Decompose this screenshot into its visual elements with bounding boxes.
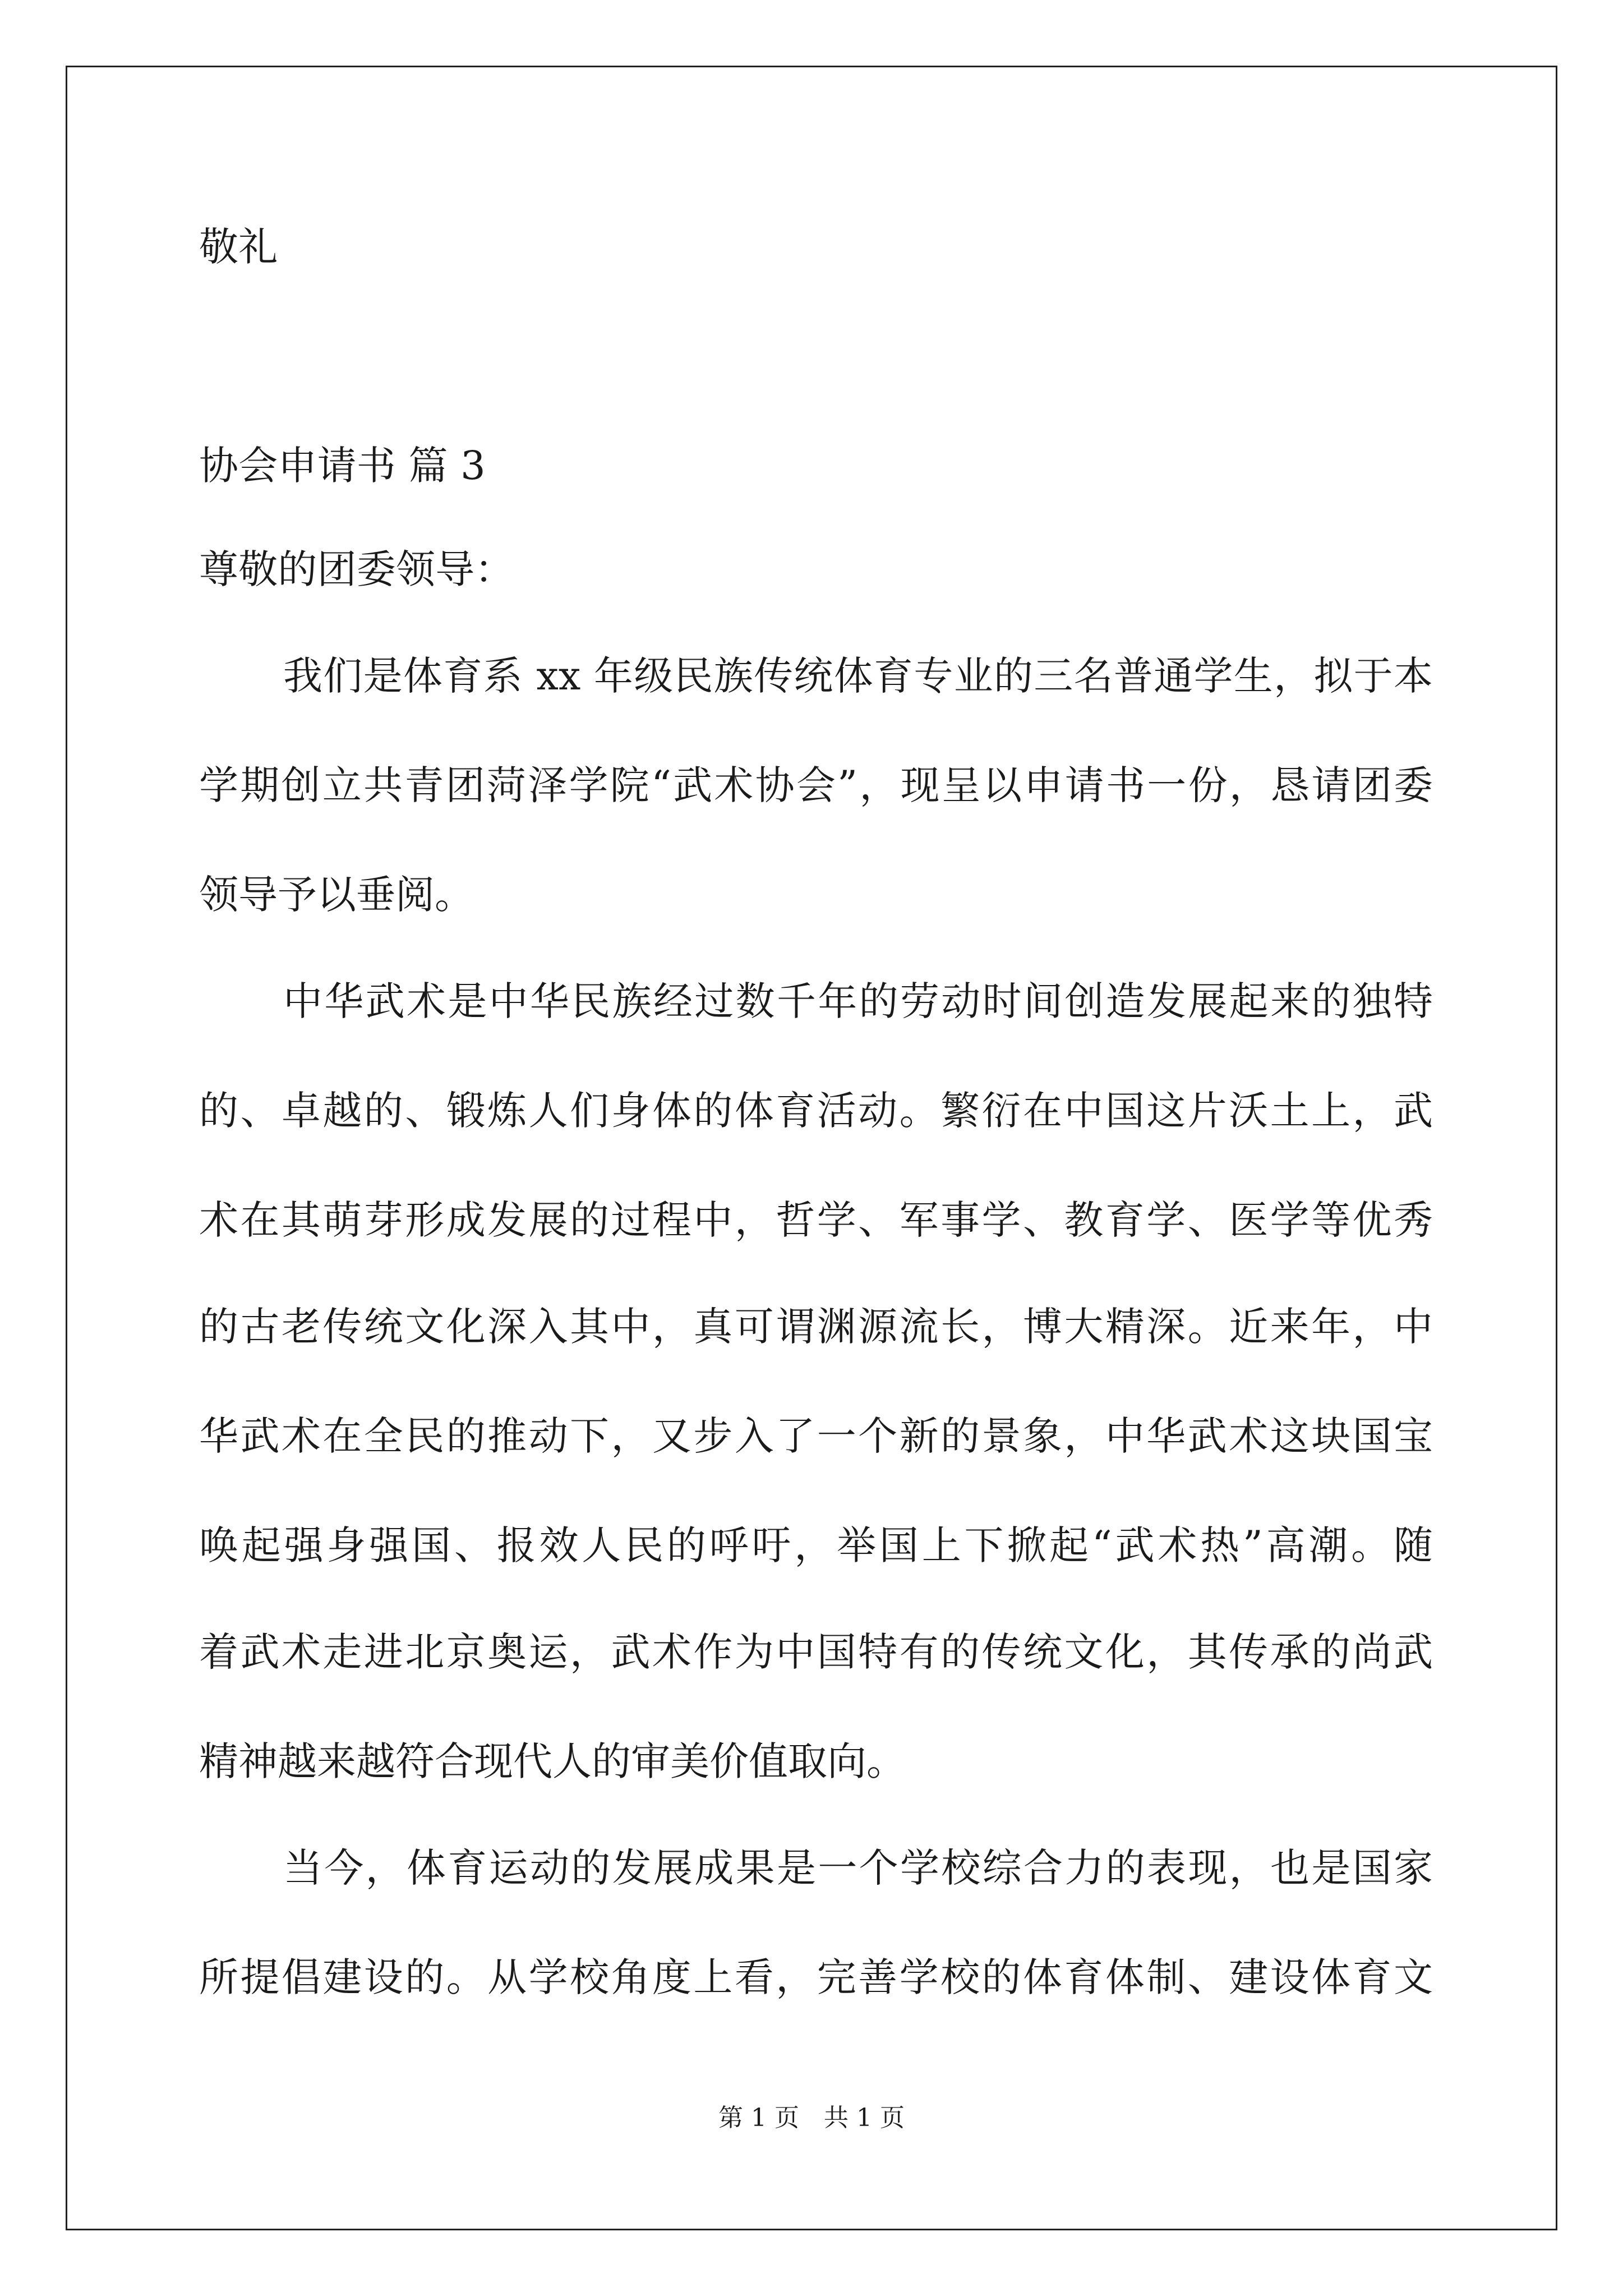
paragraph-2-line-4: 的古老传统文化深入其中，真可谓渊源流长，博大精深。近来年，中 xyxy=(199,1304,1433,1350)
closing-text: 敬礼 xyxy=(199,224,278,270)
page-number-footer: 第 1 页 共 1 页 xyxy=(718,2104,905,2132)
paragraph-2-line-1: 中华武术是中华民族经过数千年的劳动时间创造发展起来的独特 xyxy=(283,978,1433,1024)
paragraph-2-line-8: 精神越来越符合现代人的审美价值取向。 xyxy=(199,1738,906,1784)
paragraph-2-line-2: 的、卓越的、锻炼人们身体的体育活动。繁衍在中国这片沃土上，武 xyxy=(199,1088,1433,1134)
section-heading: 协会申请书 篇 3 xyxy=(199,443,486,489)
page-frame xyxy=(66,66,1557,2230)
paragraph-2-line-3: 术在其萌芽形成发展的过程中，哲学、军事学、教育学、医学等优秀 xyxy=(199,1197,1433,1243)
paragraph-2-line-6: 唤起强身强国、报效人民的呼吁，举国上下掀起“武术热”高潮。随 xyxy=(199,1522,1433,1568)
paragraph-2-line-5: 华武术在全民的推动下，又步入了一个新的景象，中华武术这块国宝 xyxy=(199,1413,1433,1459)
paragraph-1-line-3: 领导予以垂阅。 xyxy=(199,872,474,918)
paragraph-3-line-1: 当今，体育运动的发展成果是一个学校综合力的表现，也是国家 xyxy=(283,1845,1433,1891)
salutation: 尊敬的团委领导： xyxy=(199,546,514,592)
paragraph-2-line-7: 着武术走进北京奥运，武术作为中国特有的传统文化，其传承的尚武 xyxy=(199,1629,1433,1675)
paragraph-1-line-2: 学期创立共青团菏泽学院“武术协会”，现呈以申请书一份，恳请团委 xyxy=(199,762,1433,808)
paragraph-3-line-2: 所提倡建设的。从学校角度上看，完善学校的体育体制、建设体育文 xyxy=(199,1954,1433,2000)
paragraph-1-line-1: 我们是体育系 xx 年级民族传统体育专业的三名普通学生，拟于本 xyxy=(283,653,1433,699)
